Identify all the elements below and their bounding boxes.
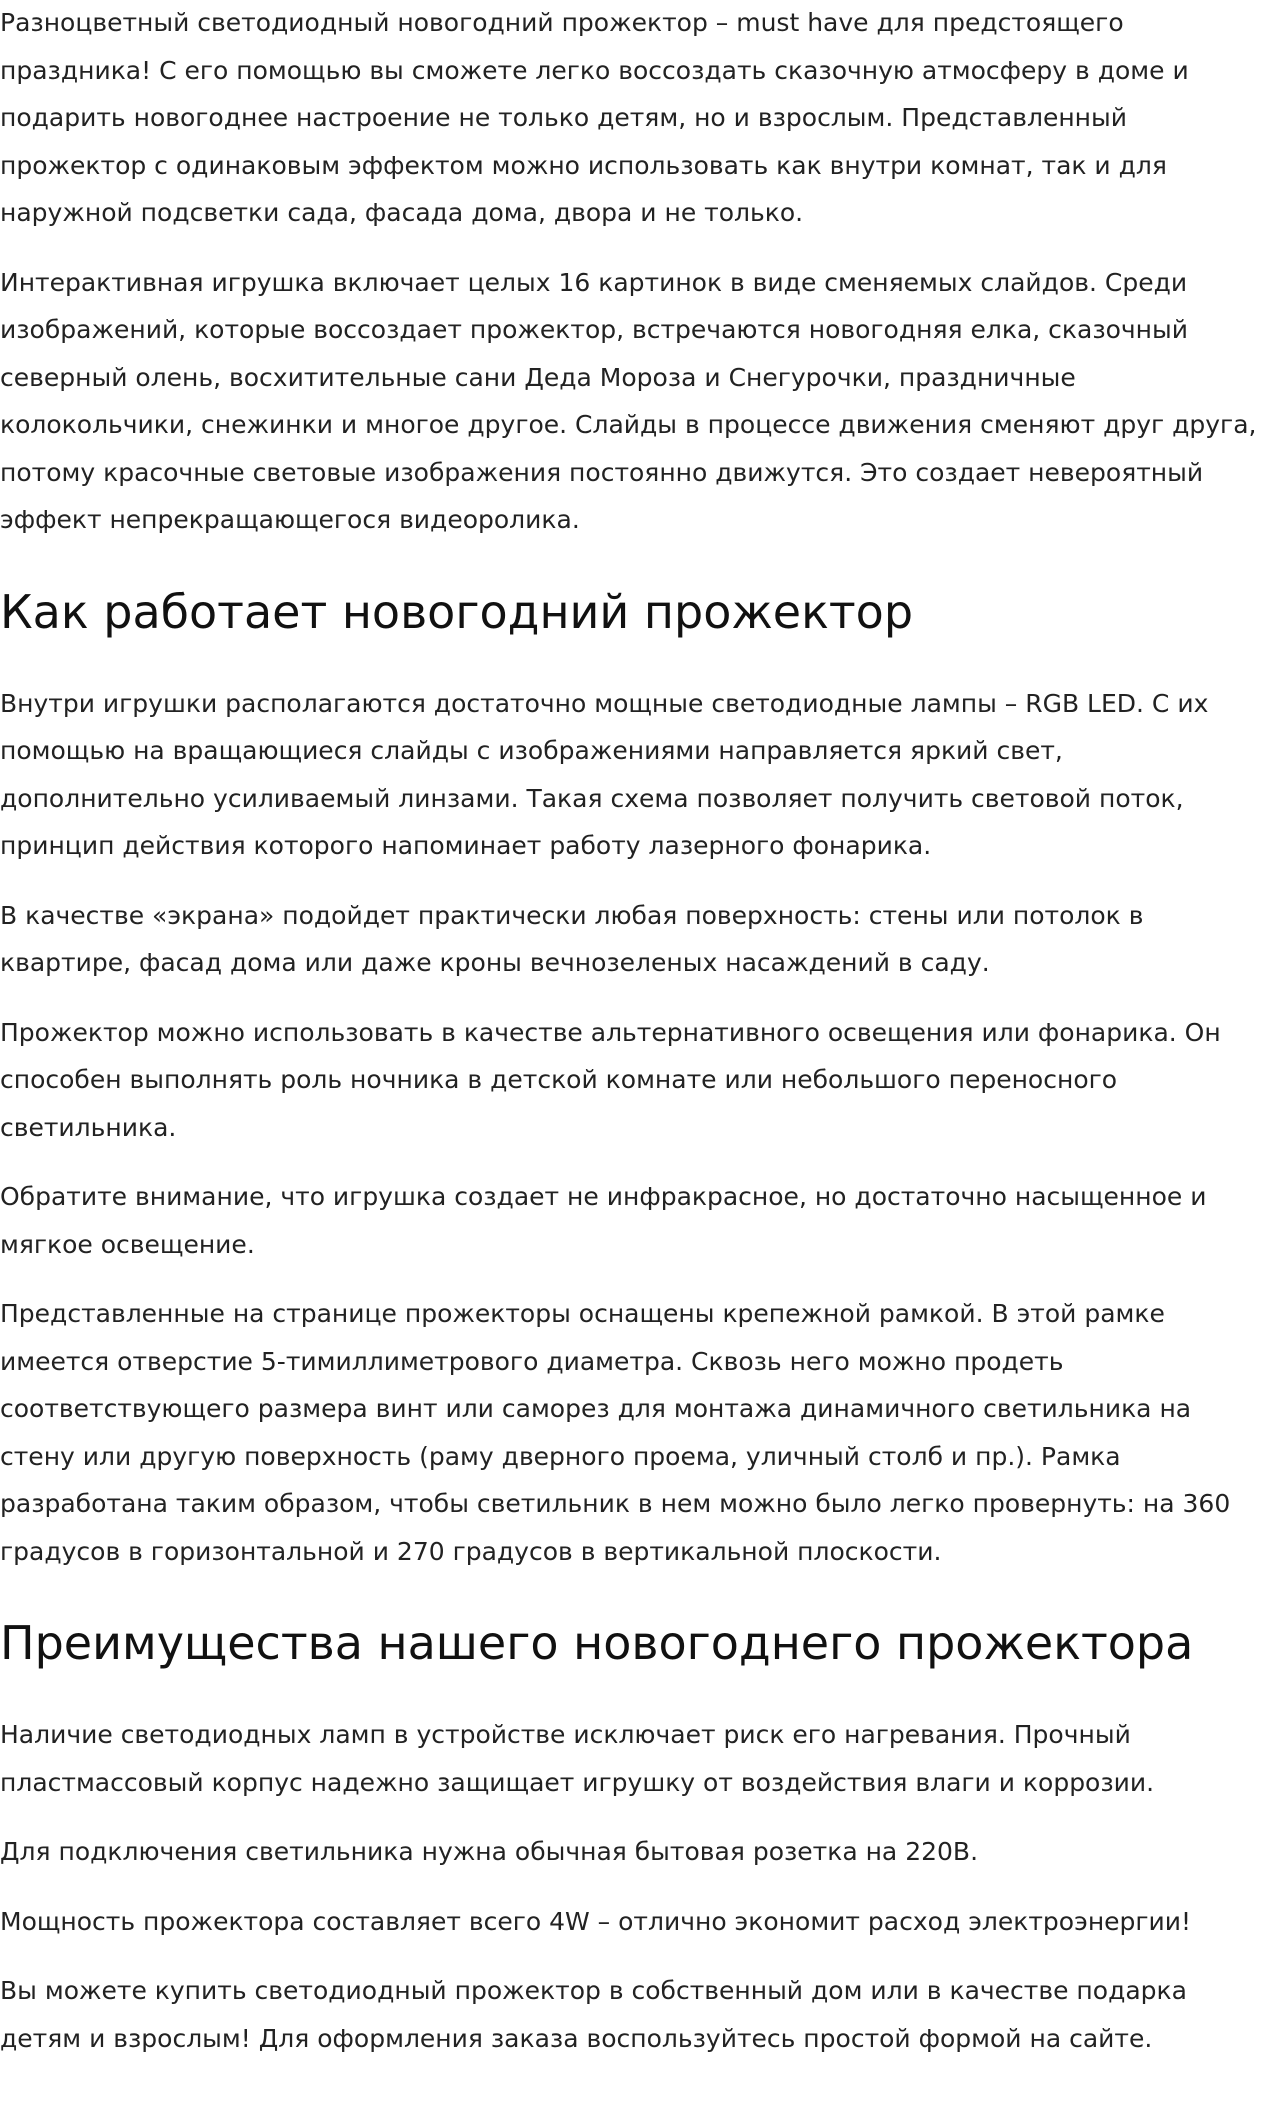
section-paragraph: Обратите внимание, что игрушка создает не инфракрасное, но достаточно насыщенное и мягкое освещение. (0, 1182, 1207, 1259)
section-paragraph: Внутри игрушки располагаются достаточно мощные светодиодные лампы – RGB LED. С их помощью на вращающиеся слайды с изображениями направляется яркий свет, дополнительно усиливаемый линзами. Такая схема позволяет получить световой поток, принцип действия которого напоминает работу лазерного фонарика. (0, 688, 1209, 860)
section-paragraph: Мощность прожектора составляет всего 4W – отлично экономит расход электроэнергии! (0, 1906, 1192, 1936)
section-heading-advantages: Преимущества нашего новогоднего прожектора (0, 1616, 1194, 1670)
section-paragraph: Для подключения светильника нужна обычная бытовая розетка на 220В. (0, 1837, 979, 1866)
section-paragraph: Вы можете купить светодиодный прожектор в собственный дом или в качестве подарка детям и взрослым! Для оформления заказа воспользуйтесь простой формой на сайте. (0, 1976, 1187, 2053)
intro-paragraph: Разноцветный светодиодный новогодний прожектор – must have для предстоящего праздника! С его помощью вы сможете легко воссоздать сказочную атмосферу в доме и подарить новогоднее настроение не только детям, но и взрослым. Представленный прожектор с одинаковым эффектом можно использовать как внутри комнат, так и для наружной подсветки сада, фасада дома, двора и не только. (0, 8, 1189, 227)
intro-paragraph: Интерактивная игрушка включает целых 16 картинок в виде сменяемых слайдов. Среди изображений, которые воссоздает прожектор, встречаются новогодняя елка, сказочный северный олень, восхитительные сани Деда Мороза и Снегурочки, праздничные колокольчики, снежинки и многое другое. Слайды в процессе движения сменяют друг друга, потому красочные световые изображения постоянно движутся. Это создает невероятный эффект непрекращающегося видеоролика. (0, 267, 1257, 534)
section-paragraph: Прожектор можно использовать в качестве альтернативного освещения или фонарика. Он способен выполнять роль ночника в детской комнате или небольшого переносного светильника. (0, 1017, 1221, 1142)
section-heading-how-it-works: Как работает новогодний прожектор (0, 584, 914, 639)
section-paragraph: В качестве «экрана» подойдет практически любая поверхность: стены или потолок в квартире, фасад дома или даже кроны вечнозеленых насаждений в саду. (0, 900, 1144, 977)
section-paragraph: Наличие светодиодных ламп в устройстве исключает риск его нагревания. Прочный пластмассовый корпус надежно защищает игрушку от воздействия влаги и коррозии. (0, 1720, 1155, 1797)
section-paragraph: Представленные на странице прожекторы оснащены крепежной рамкой. В этой рамке имеется отверстие 5-тимиллиметрового диаметра. Сквозь него можно продеть соответствующего размера винт или саморез для монтажа динамичного светильника на стену или другую поверхность (раму дверного проема, уличный столб и пр.). Рамка разработана таким образом, чтобы светильник в нем можно было легко провернуть: на 360 градусов в горизонтальной и 270 градусов в вертикальной плоскости. (0, 1299, 1231, 1566)
